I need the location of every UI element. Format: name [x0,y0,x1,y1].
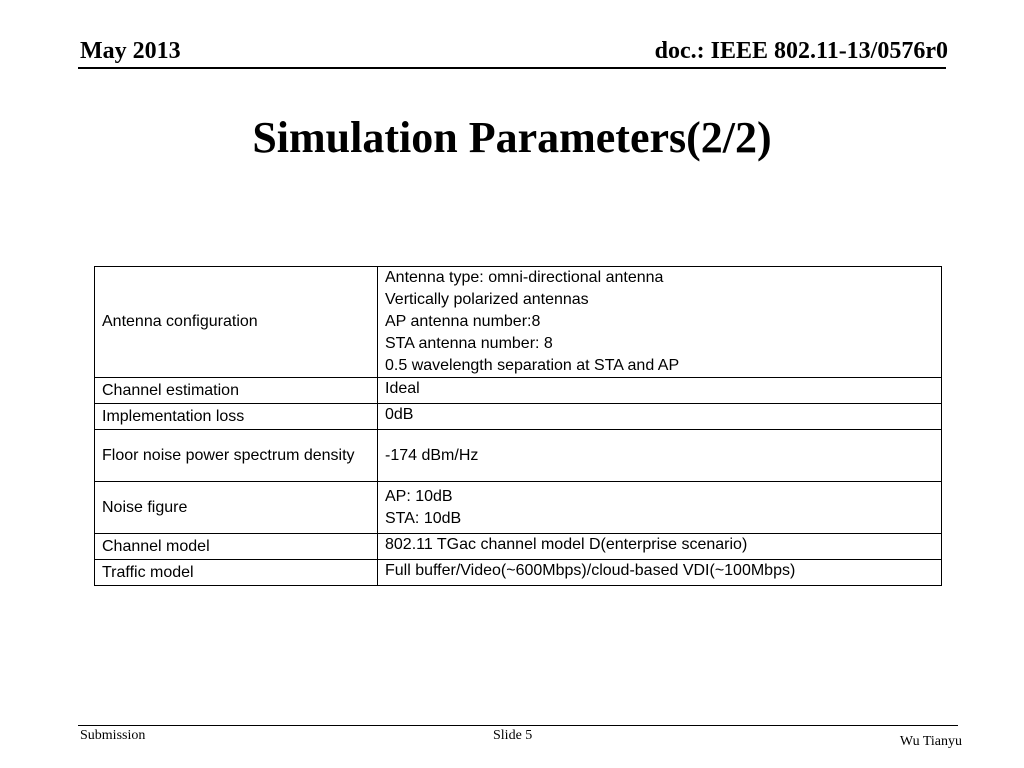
table-row [95,404,942,430]
param-value: Ideal [378,378,942,404]
param-value [378,482,942,534]
footer-submission: Submission [80,728,146,743]
param-value-line: STA antenna number: 8 [385,335,553,352]
param-value-line: 0.5 wavelength separation at STA and AP [385,357,680,374]
param-value-line: Vertically polarized antennas [385,291,589,308]
param-value: Full buffer/Video(~600Mbps)/cloud-based VDI(~100Mbps) [378,560,942,586]
param-label: Noise figure [95,482,378,534]
header-divider [78,67,946,69]
table-row [95,560,942,586]
param-label: Implementation loss [95,404,378,430]
slide-number: Slide 5 [493,728,533,743]
table-row [95,534,942,560]
param-value: 802.11 TGac channel model D(enterprise scenario) [378,534,942,560]
param-label: Channel model [95,534,378,560]
table-row [95,430,942,482]
table-row [95,267,942,378]
param-value: 0dB [378,404,942,430]
param-value-line: AP: 10dB [385,487,453,505]
param-value [378,267,942,378]
footer-divider [78,725,958,726]
param-value-line: AP antenna number:8 [385,313,541,330]
param-label: Floor noise power spectrum density [95,430,378,482]
parameters-table [94,266,942,586]
table-row [95,482,942,534]
param-value-line: STA: 10dB [385,509,462,527]
header-doc-id: doc.: IEEE 802.11-13/0576r0 [654,38,948,64]
param-label: Channel estimation [95,378,378,404]
param-label: Traffic model [95,560,378,586]
table-row [95,378,942,404]
header-date: May 2013 [80,38,181,64]
param-label: Antenna configuration [95,267,378,378]
slide-title: Simulation Parameters(2/2) [252,113,772,162]
param-value-line: Antenna type: omni-directional antenna [385,269,664,286]
footer-author: Wu Tianyu [899,734,962,749]
param-value: -174 dBm/Hz [378,430,942,482]
